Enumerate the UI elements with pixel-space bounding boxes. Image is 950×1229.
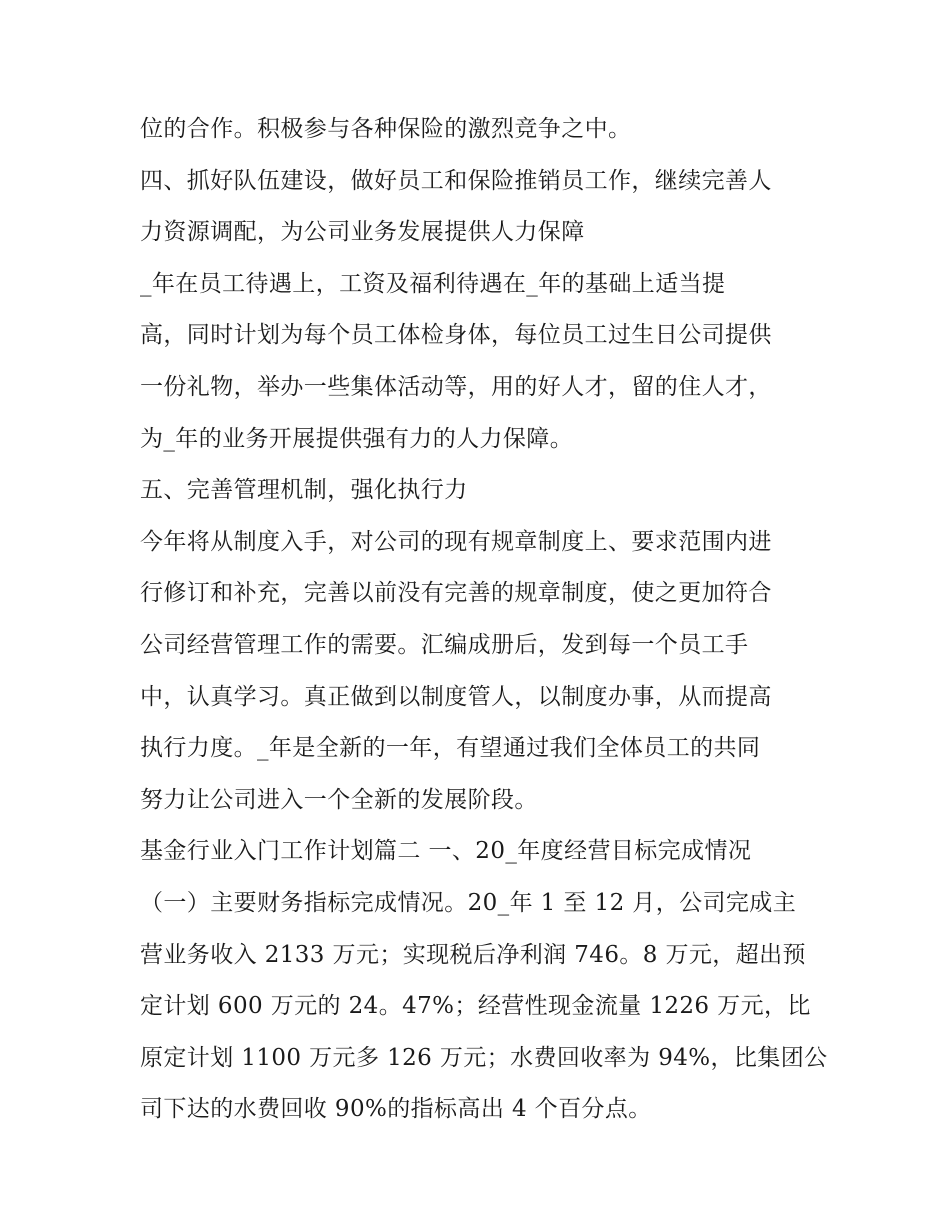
text-line: 原定计划 1100 万元多 126 万元；水费回收率为 94%，比集团公 bbox=[140, 1044, 828, 1071]
text-line: 中，认真学习。真正做到以制度管人，以制度办事，从而提高 bbox=[140, 683, 772, 710]
text-line: 行修订和补充，完善以前没有完善的规章制度，使之更加符合 bbox=[140, 580, 772, 607]
section-heading: 基金行业入门工作计划篇二 一、20_年度经营目标完成情况 bbox=[140, 838, 752, 865]
text-line: 位的合作。积极参与各种保险的激烈竞争之中。 bbox=[140, 116, 632, 142]
text-line: 执行力度。_年是全新的一年，有望通过我们全体员工的共同 bbox=[140, 735, 761, 762]
text-line: 高，同时计划为每个员工体检身体，每位员工过生日公司提供 bbox=[140, 322, 772, 349]
section-heading: 四、抓好队伍建设，做好员工和保险推销员工作，继续完善人 bbox=[140, 167, 772, 194]
section-heading: 力资源调配，为公司业务发展提供人力保障 bbox=[140, 219, 585, 246]
text-line: 为_年的业务开展提供强有力的人力保障。 bbox=[140, 425, 574, 452]
text-line: 定计划 600 万元的 24。47%；经营性现金流量 1226 万元，比 bbox=[140, 993, 811, 1020]
section-heading: 五、完善管理机制，强化执行力 bbox=[140, 477, 468, 504]
text-line: _年在员工待遇上，工资及福利待遇在_年的基础上适当提 bbox=[140, 270, 726, 297]
text-line: 司下达的水费回收 90%的指标高出 4 个百分点。 bbox=[140, 1096, 652, 1123]
text-line: （一）主要财务指标完成情况。20_年 1 至 12 月，公司完成主 bbox=[140, 889, 797, 916]
text-line: 营业务收入 2133 万元；实现税后净利润 746。8 万元，超出预 bbox=[140, 941, 806, 968]
text-line: 努力让公司进入一个全新的发展阶段。 bbox=[140, 786, 538, 813]
text-line: 一份礼物，举办一些集体活动等，用的好人才，留的住人才， bbox=[140, 373, 772, 400]
text-line: 今年将从制度入手，对公司的现有规章制度上、要求范围内进 bbox=[140, 528, 772, 555]
text-line: 公司经营管理工作的需要。汇编成册后，发到每一个员工手 bbox=[140, 631, 749, 658]
document-body bbox=[140, 104, 828, 1136]
